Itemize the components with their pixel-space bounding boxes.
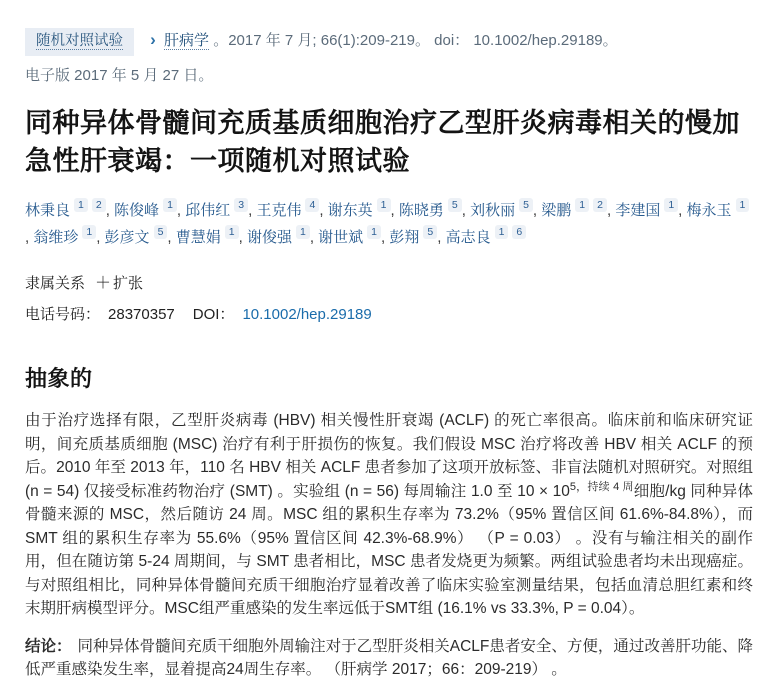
author-affiliation-sup[interactable]: 1 — [495, 225, 509, 239]
pmid-label: 电话号码： — [25, 306, 101, 324]
abstract-text-part2: 细胞/kg 同种异体骨髓来源的 MSC，然后随访 24 周。MSC 组的累积生存率为 73.2%（95% 置信区间 61.6%-84.8%），而 SMT 组的累积生存率为 55.6%（95% 置信区间 42.3%-68.9%） （P = 0.03） 。没有与输注相关的副作用，但在随访第 5-24 周期间，与 SMT 患者相比，MSC 患者发烧更为频繁。两组试验患者均未出现癌症。与对照组相比，同种异体骨髓间充质干细胞治疗显着改善了临床实验室测量结果，包括血清总胆红素和终末期肝病模型评分。MSC组严重感染的发生率远低于SMT组 (16.1% vs 33.3%, P = 0.04）。 — [25, 482, 754, 618]
author-link[interactable]: 林秉良 — [25, 201, 71, 219]
author-affiliation-sup[interactable]: 1 — [367, 225, 381, 239]
author-separator: , — [606, 201, 616, 219]
abstract-superscript: 5，持续 4 周 — [569, 480, 634, 493]
authors-line — [25, 197, 753, 253]
identifiers-row — [25, 303, 753, 324]
author-separator: , — [238, 229, 247, 247]
author-link[interactable]: 梅永玉 — [686, 201, 732, 219]
author-link[interactable]: 谢东英 — [327, 201, 373, 219]
author-separator: , — [461, 201, 471, 219]
author-link[interactable]: 陈俊峰 — [114, 201, 160, 219]
author-separator: , — [96, 229, 105, 247]
doi-label: DOI： — [192, 306, 235, 324]
author-affiliation-sup[interactable]: 1 — [74, 198, 88, 212]
author-link[interactable]: 彭彦文 — [104, 229, 150, 247]
abstract-text — [25, 409, 753, 621]
author-link[interactable]: 谢俊强 — [246, 229, 292, 247]
author-link[interactable]: 彭翔 — [389, 229, 420, 247]
author-link[interactable]: 邱伟红 — [185, 201, 231, 219]
conclusion-text: 同种异体骨髓间充质干细胞外周输注对于乙型肝炎相关ACLF患者安全、方便，通过改善肝功能、降低严重感染发生率，显着提高24周生存率。 （肝病学 2017；66：209-219） 。 — [25, 637, 753, 679]
author-link[interactable]: 李建国 — [615, 201, 661, 219]
plus-icon: ＋ — [95, 275, 112, 293]
author-link[interactable]: 高志良 — [445, 229, 491, 247]
author-affiliation-sup[interactable]: 1 — [163, 198, 177, 212]
journal-link[interactable]: 肝病学 — [164, 32, 210, 49]
author-affiliation-sup[interactable]: 1 — [225, 225, 239, 239]
author-link[interactable]: 翁维珍 — [33, 229, 79, 247]
author-affiliation-sup[interactable]: 2 — [92, 198, 106, 212]
author-affiliation-sup[interactable]: 5 — [154, 225, 168, 239]
author-separator: , — [390, 201, 399, 219]
author-affiliation-sup[interactable]: 1 — [296, 225, 310, 239]
affiliations-expand-button[interactable] — [25, 275, 143, 292]
author-affiliation-sup[interactable]: 1 — [377, 198, 391, 212]
author-link[interactable]: 曹慧娟 — [175, 229, 221, 247]
affiliations-expand-label: 扩张 — [113, 275, 144, 293]
author-separator: , — [25, 229, 34, 247]
citation-type-badge[interactable] — [25, 28, 134, 56]
affiliations-row — [25, 270, 753, 293]
conclusion-paragraph — [25, 635, 753, 679]
citation-text: 。2017 年 7 月; 66(1):209-219。 doi： 10.1002/hep.29189。 — [213, 32, 618, 49]
author-affiliation-sup[interactable]: 4 — [305, 198, 319, 212]
author-affiliation-sup[interactable]: 5 — [423, 225, 437, 239]
author-separator: , — [105, 201, 115, 219]
author-link[interactable]: 谢世斌 — [318, 229, 364, 247]
author-separator: , — [248, 201, 257, 219]
author-affiliation-sup[interactable]: 1 — [575, 198, 589, 212]
author-link[interactable]: 刘秋丽 — [470, 201, 516, 219]
abstract-text-part1: 由于治疗选择有限，乙型肝炎病毒 (HBV) 相关慢性肝衰竭 (ACLF) 的死亡率很高。临床前和临床研究证明，间充质基质细胞 (MSC) 治疗有利于肝损伤的恢复。我们假设 MSC 治疗将改善 HBV 相关 ACLF 的预后。2010 年至 2013 年，110 名 HBV 相关 ACLF 患者参加了这项开放标签、非盲法随机对照研究。对照组 (n = 54) 仅接受标准药物治疗 (SMT) 。实验组 (n = 56) 每周输注 1.0 至 10 × 10 — [25, 412, 753, 500]
author-affiliation-sup[interactable]: 1 — [664, 198, 678, 212]
author-separator: , — [309, 229, 319, 247]
author-link[interactable]: 梁鹏 — [541, 201, 572, 219]
author-separator: , — [176, 201, 186, 219]
author-separator: , — [437, 229, 446, 247]
author-affiliation-sup[interactable]: 3 — [234, 198, 248, 212]
citation-line — [25, 28, 753, 56]
author-affiliation-sup[interactable]: 5 — [448, 198, 462, 212]
epub-date: 电子版 2017 年 5 月 27 日。 — [25, 67, 214, 84]
author-separator: , — [678, 201, 687, 219]
abstract-heading: 抽象的 — [25, 366, 93, 392]
article-title: 同种异体骨髓间充质基质细胞治疗乙型肝炎病毒相关的慢加急性肝衰竭：一项随机对照试验 — [25, 108, 740, 176]
author-separator: , — [381, 229, 390, 247]
affiliations-label: 隶属关系 — [25, 275, 86, 293]
pmid-value: 28370357 — [108, 306, 175, 324]
author-affiliation-sup[interactable]: 1 — [736, 198, 750, 212]
author-affiliation-sup[interactable]: 6 — [512, 225, 526, 239]
conclusion-label: 结论： — [25, 637, 72, 655]
author-separator: , — [167, 229, 176, 247]
author-affiliation-sup[interactable]: 2 — [593, 198, 607, 212]
author-link[interactable]: 陈晓勇 — [398, 201, 444, 219]
author-separator: , — [319, 201, 328, 219]
chevron-right-icon: › — [150, 30, 156, 49]
author-affiliation-sup[interactable]: 1 — [82, 225, 96, 239]
author-affiliation-sup[interactable]: 5 — [519, 198, 533, 212]
citation-type-badge-label: 随机对照试验 — [36, 33, 123, 49]
author-link[interactable]: 王克伟 — [256, 201, 302, 219]
author-separator: , — [532, 201, 542, 219]
doi-link[interactable]: 10.1002/hep.29189 — [242, 306, 372, 324]
